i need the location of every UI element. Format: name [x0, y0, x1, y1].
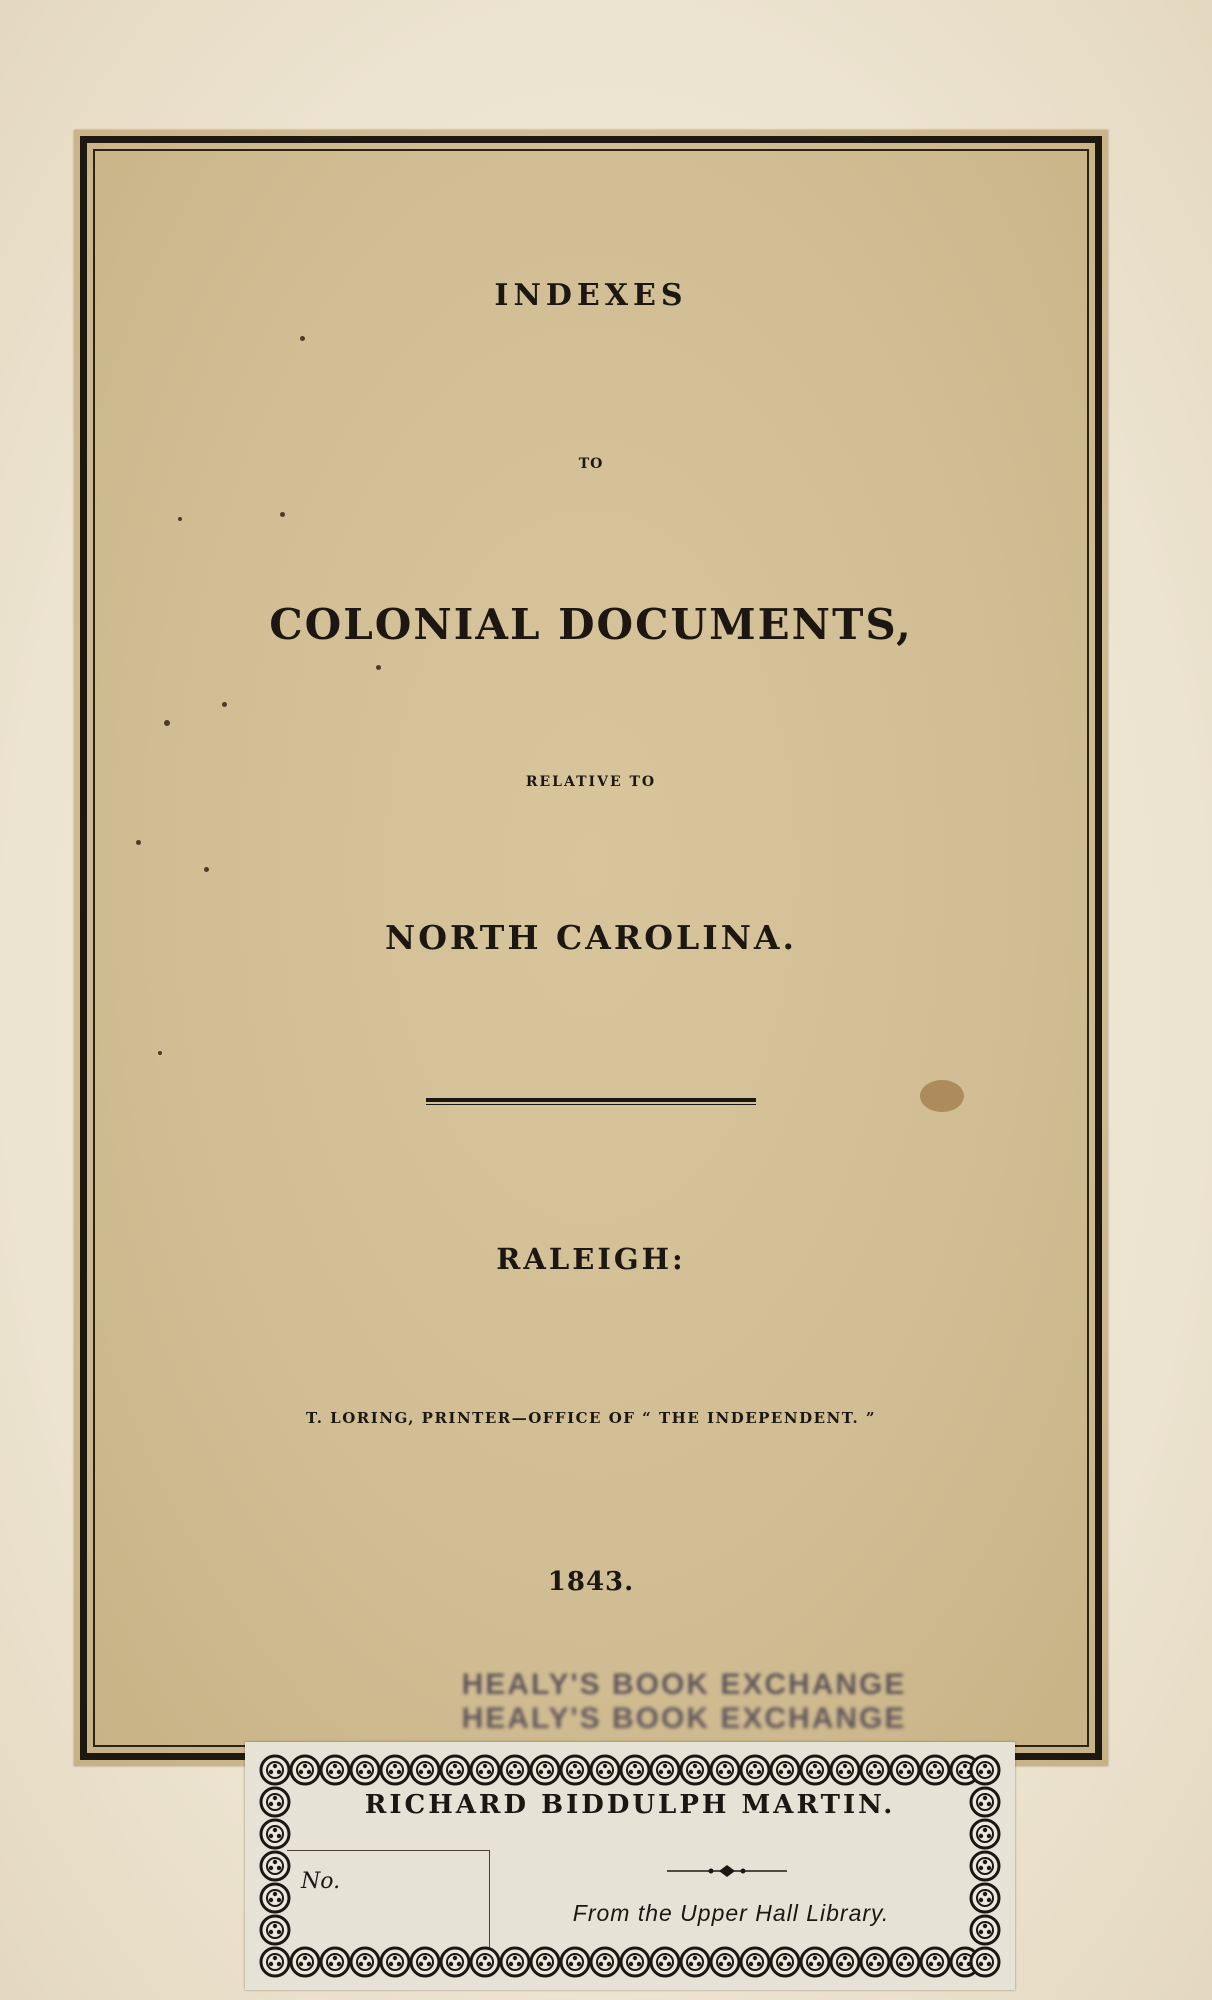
title-to: TO: [578, 456, 604, 472]
foxing-spot: [178, 517, 182, 521]
imprint-place: RALEIGH:: [496, 1242, 686, 1276]
stain-spot: [920, 1080, 964, 1112]
library-stamp: [404, 1662, 964, 1744]
foxing-spot: [280, 512, 285, 517]
foxing-spot: [222, 702, 227, 707]
foxing-spot: [136, 840, 141, 845]
double-rule-divider: [426, 1098, 756, 1106]
bookplate-library-line: From the Upper Hall Library.: [572, 1900, 890, 1926]
imprint-year: 1843.: [547, 1567, 635, 1597]
bookplate-number-label: No.: [301, 1869, 341, 1894]
foxing-spot: [204, 867, 209, 872]
foxing-spot: [376, 665, 381, 670]
imprint-printer: T. LORING, PRINTER—OFFICE OF “ THE INDEPENDENT. ”: [305, 1409, 877, 1427]
foxing-spot: [158, 1051, 162, 1055]
foxing-spot: [300, 336, 305, 341]
title-relative-to: RELATIVE TO: [525, 774, 657, 790]
bookplate-inner: [287, 1784, 973, 1946]
bookplate-owner-name: RICHARD BIDDULPH MARTIN.: [364, 1790, 896, 1820]
stamp-line-1: HEALY'S BOOK EXCHANGE: [461, 1668, 907, 1701]
title-colonial-documents: COLONIAL DOCUMENTS,: [269, 600, 913, 649]
bookplate-ornament-rule: [667, 1864, 787, 1878]
stamp-line-2: HEALY'S BOOK EXCHANGE: [461, 1702, 907, 1735]
bookplate-label: [245, 1742, 1015, 1990]
title-indexes: INDEXES: [494, 278, 688, 313]
bookplate-number-box: [287, 1850, 490, 1947]
title-page-sheet: [74, 130, 1108, 1766]
foxing-spot: [164, 720, 170, 726]
title-north-carolina: NORTH CAROLINA.: [385, 918, 797, 957]
